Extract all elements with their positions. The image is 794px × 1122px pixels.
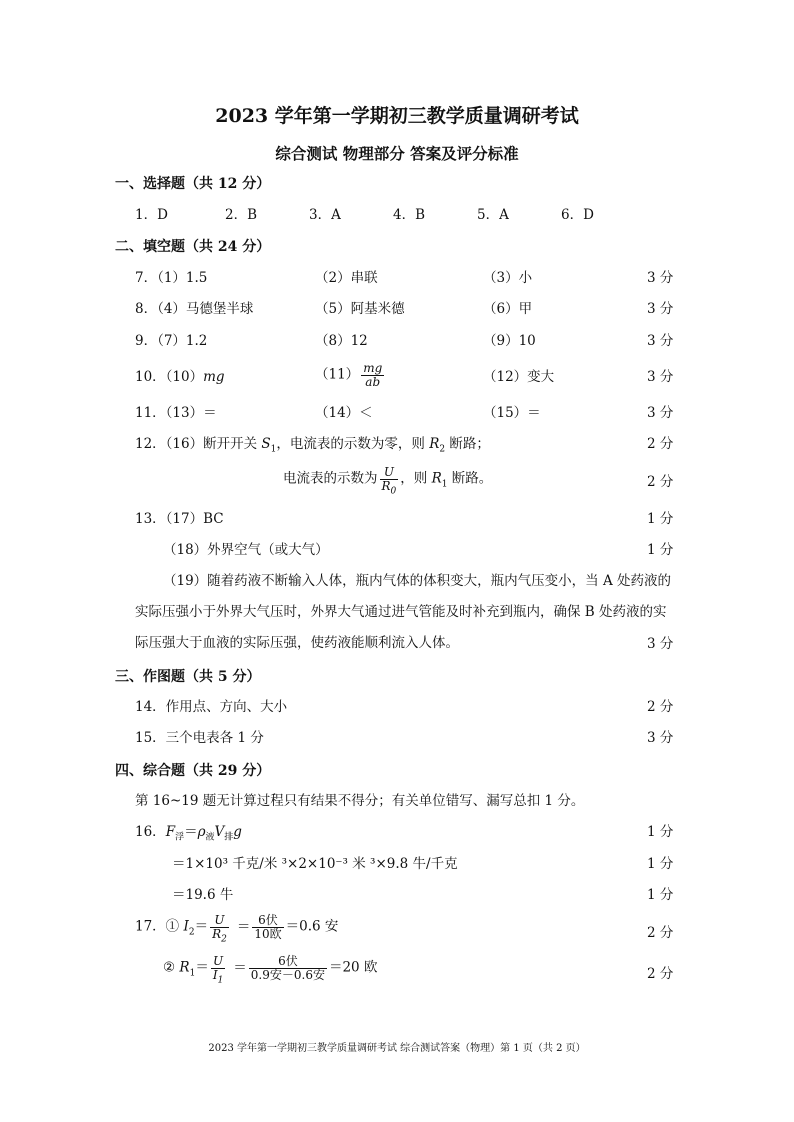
q13-score-18: 1 分 (647, 542, 674, 558)
q13-score-17: 1 分 (647, 511, 674, 527)
q9-answer-b: （8）12 (315, 333, 368, 349)
q7-answer-b: （2）串联 (315, 270, 378, 286)
q17-fraction-4: $\frac{\text{6伏}}{\text{0.9安－0.6安}}$ (250, 954, 325, 982)
choice-answer-1: 1．D (135, 207, 168, 223)
q10-answer-c: （12）变大 (483, 369, 555, 385)
q17-fraction-1: $\frac{U}{R_2}$ (212, 913, 227, 944)
q9-score: 3 分 (647, 333, 674, 349)
q13-score-19: 3 分 (647, 636, 674, 652)
q16-line-1: 16．$F_浮=\rho_液V_排g$ (135, 824, 242, 843)
q15-score: 3 分 (647, 730, 674, 746)
choice-answer-3: 3．A (309, 207, 341, 223)
q7-score: 3 分 (647, 270, 674, 286)
q9-answer-c: （9）10 (483, 333, 536, 349)
q17-part-2: ② $R_1=$ $\frac{U}{I_1}$ ＝ $\frac{\text{6伏}}{\text{0.9安－0.6安}}$ ＝20 欧 (163, 954, 378, 985)
q10-answer-b: （11） $\frac{mg}{ab}$ (315, 361, 383, 389)
choice-answer-5: 5．A (477, 207, 509, 223)
q16-score-3: 1 分 (647, 887, 674, 903)
section-choice-heading: 一、选择题（共 12 分） (115, 176, 271, 192)
q9-answer-a: 9．（7）1.2 (135, 333, 208, 349)
q12-line-2-score: 2 分 (647, 474, 674, 490)
choice-answer-4: 4．B (393, 207, 426, 223)
q17-score-2: 2 分 (647, 966, 674, 982)
comp-note: 第 16~19 题无计算过程只有结果不得分；有关单位错写、漏写总扣 1 分。 (135, 793, 585, 809)
q8-score: 3 分 (647, 301, 674, 317)
q13-answer-17: 13．（17）BC (135, 511, 224, 527)
q11-answer-c: （15）＝ (483, 405, 541, 421)
choice-answer-6: 6．D (561, 207, 594, 223)
q8-answer-b: （5）阿基米德 (315, 301, 405, 317)
q11-answer-a: 11．（13）＝ (135, 405, 217, 421)
section-fill-heading: 二、填空题（共 24 分） (115, 239, 271, 255)
q16-score-1: 1 分 (647, 824, 674, 840)
q13-answer-18: （18）外界空气（或大气） (163, 542, 329, 558)
q10-fraction: $\frac{mg}{ab}$ (363, 361, 383, 389)
q16-score-2: 1 分 (647, 856, 674, 872)
q10-score: 3 分 (647, 369, 674, 385)
choice-answer-2: 2．B (225, 207, 258, 223)
q17-fraction-2: $\frac{\text{6伏}}{\text{10欧}}$ (254, 913, 282, 941)
q12-fraction: $\frac{U}{R_0}$ (381, 465, 397, 496)
page-title: 2023 学年第一学期初三教学质量调研考试 (215, 105, 579, 127)
q16-line-3: ＝19.6 牛 (172, 887, 234, 903)
q12-line-2: 电流表的示数为 $\frac{U}{R_0}$ ，则 $R_1$ 断路。 (283, 465, 493, 496)
q10-answer-a: 10．（10）mg (135, 369, 225, 385)
q17-part-1: 17．① $I_2=$ $\frac{U}{R_2}$ ＝ $\frac{\text{6伏}}{\text{10欧}}$ ＝0.6 安 (135, 913, 339, 944)
q8-answer-a: 8．（4）马德堡半球 (135, 301, 254, 317)
q7-answer-c: （3）小 (483, 270, 533, 286)
q12-line-1-score: 2 分 (647, 436, 674, 452)
q11-answer-b: （14）＜ (315, 405, 373, 421)
q8-answer-c: （6）甲 (483, 301, 533, 317)
q13-answer-19: （19）随着药液不断输入人体，瓶内气体的体积变大，瓶内气压变小，当 A 处药液的实际压强小于外界大气压时，外界大气通过进气管能及时补充到瓶内，确保 B 处药液的实际压强大于血液的实际压强，使药液能顺利流入人体。 (135, 573, 672, 651)
q17-score-1: 2 分 (647, 925, 674, 941)
q12-line-1: 12．（16）断开开关 $S_1$，电流表的示数为零，则 $R_2$ 断路； (135, 436, 490, 455)
q7-answer-a: 7．（1）1.5 (135, 270, 208, 286)
q14-answer: 14．作用点、方向、大小 (135, 699, 288, 715)
section-comp-heading: 四、综合题（共 29 分） (115, 763, 271, 779)
q15-answer: 15．三个电表各 1 分 (135, 730, 264, 746)
q11-score: 3 分 (647, 405, 674, 421)
section-draw-heading: 三、作图题（共 5 分） (115, 669, 261, 685)
page-footer: 2023 学年第一学期初三教学质量调研考试 综合测试答案（物理）第 1 页（共 2 页） (208, 1043, 586, 1054)
page-subtitle: 综合测试 物理部分 答案及评分标准 (275, 144, 519, 163)
q17-fraction-3: $\frac{U}{I_1}$ (212, 954, 224, 985)
q16-line-2: ＝1×10³ 千克/米 ³×2×10⁻³ 米 ³×9.8 牛/千克 (172, 856, 458, 872)
q14-score: 2 分 (647, 699, 674, 715)
